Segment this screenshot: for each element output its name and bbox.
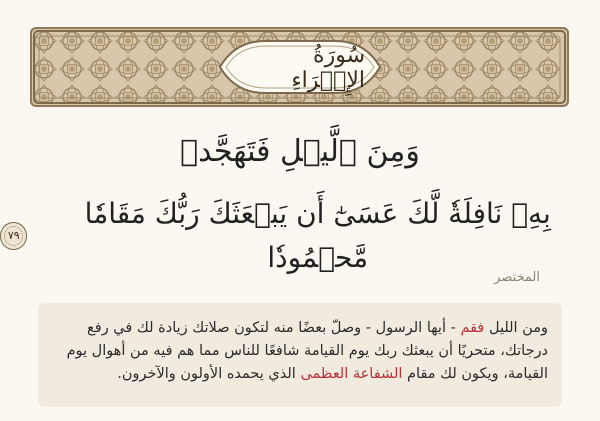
ayah-text-line-2-text[interactable]: بِهِۦ نَافِلَةٗ لَّكَ عَسَىٰٓ أَن يَبۡعَثَكَ رَبُّكَ مَقَامٗا مَّحۡمُودٗا — [84, 197, 551, 274]
tafsir-highlight-2[interactable]: الشفاعة العظمى — [300, 366, 403, 382]
surah-title: سُورَةُ الإِسۡرَاءِ — [291, 43, 365, 93]
tafsir-highlight-1[interactable]: فقم — [460, 320, 485, 336]
tafsir-text-part-2: - أيها الرسول - وصلّ بعضًا منه لتكون صلاتك زيادة لك في رفع درجاتك، متحريًا أن يبعثك ربك يوم القيامة شافعًا للناس مما هم فيه من أهوال يوم القيامة، ويكون لك مقام — [66, 320, 548, 382]
tafsir-text-part-3: الذي يحمده الأولون والآخرون. — [117, 366, 301, 382]
surah-banner — [30, 27, 569, 107]
ayah-number-marker: ٧٩ — [0, 222, 27, 250]
tafsir-text — [48, 317, 548, 386]
tafsir-source-label[interactable]: المختصر — [494, 270, 540, 285]
ayah-text-line-2[interactable] — [0, 192, 600, 280]
tafsir-text-part-1: ومن الليل — [484, 320, 548, 336]
tafsir-card — [38, 303, 562, 407]
ayah-text-line-1[interactable]: وَمِنَ ٱلَّيۡلِ فَتَهَجَّدۡ — [180, 134, 420, 169]
